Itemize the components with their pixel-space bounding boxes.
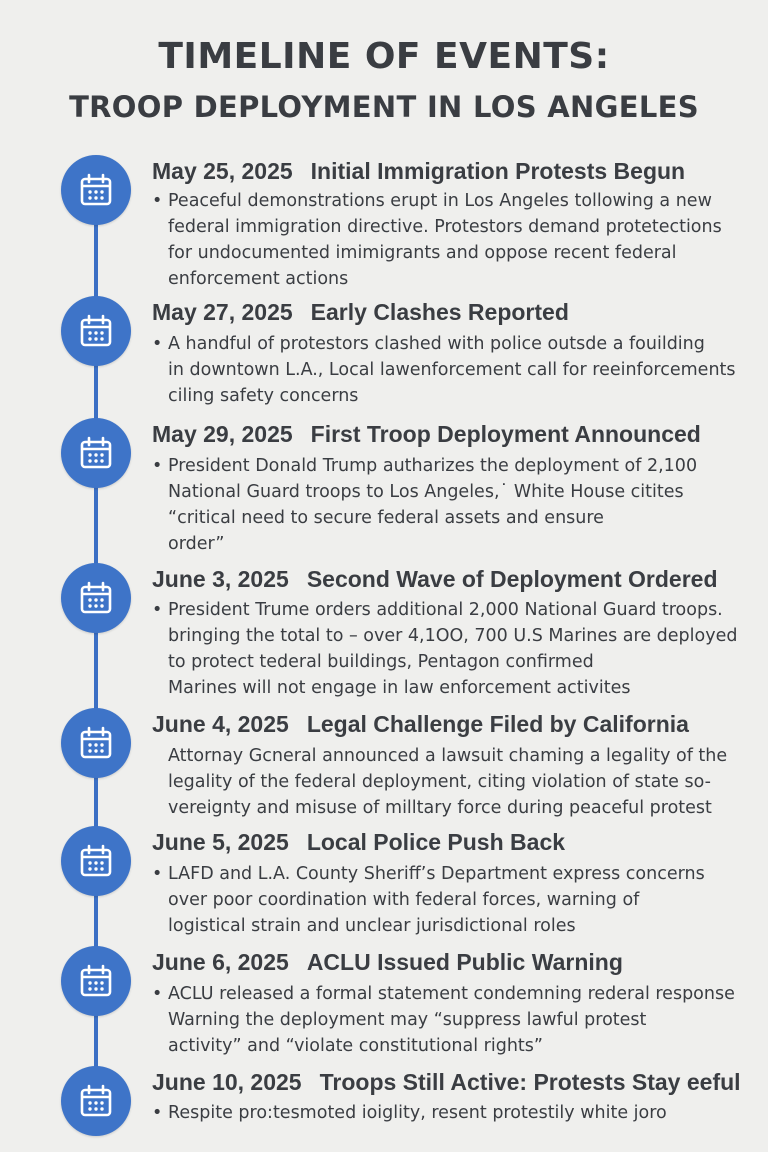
event-date: June 6, 2025	[152, 949, 289, 975]
page-subtitle: TROOP DEPLOYMENT IN LOS ANGELES	[69, 90, 699, 124]
event-description-line	[152, 981, 752, 1007]
timeline-marker	[61, 946, 131, 1016]
event-date: May 29, 2025	[152, 421, 293, 447]
bullet-icon: •	[152, 864, 163, 884]
event-description-text: A handful of protestors clashed with police outsde a fouilding	[168, 334, 705, 354]
event-description-text: President Trume orders additional 2,000 National Guard troops.	[168, 600, 723, 620]
event-description-text: ciling safety concerns	[168, 386, 359, 406]
event-description	[152, 188, 752, 292]
event-description-text: Attornay Gcneral announced a lawsuit chaming a legality of the	[168, 746, 728, 766]
event-title: Local Police Push Back	[306, 829, 566, 855]
bullet-icon: •	[152, 1103, 163, 1123]
event-description	[152, 1100, 752, 1126]
event-description-text: Respite pro:tesmoted ioiglity, resent protestily white joro	[168, 1103, 667, 1123]
event-heading	[152, 421, 752, 448]
timeline-marker	[61, 296, 131, 366]
event-date: June 3, 2025	[152, 566, 289, 592]
event-description-line	[152, 331, 752, 357]
event-description-text: bringing the total to – over 4,1OO, 700 U.S Marines are deployed	[168, 626, 738, 646]
timeline-marker	[61, 1066, 131, 1136]
event-date: June 5, 2025	[152, 829, 289, 855]
event-description-text: Marines will not engage in law enforcement activites	[168, 678, 631, 698]
event-date: June 10, 2025	[152, 1069, 302, 1095]
event-description-line	[152, 913, 752, 939]
event-description-line	[152, 795, 752, 821]
event-title: Troops Still Active: Protests Stay eeful	[319, 1069, 741, 1095]
event-description-text: Warning the deployment may “suppress lawful protest	[168, 1010, 647, 1030]
event-description	[152, 331, 752, 409]
event-description	[152, 861, 752, 939]
event-description-text: federal immigration directive. Protestors demand protetections	[168, 217, 722, 237]
event-description-text: enforcement actions	[168, 269, 349, 289]
event-description-text: for undocumented imimigrants and oppose recent federal	[168, 243, 677, 263]
event-date: June 4, 2025	[152, 711, 289, 737]
event-description	[152, 743, 752, 821]
timeline-marker	[61, 826, 131, 896]
event-description-line	[152, 769, 752, 795]
event-description	[152, 597, 752, 701]
event-description-line	[152, 861, 752, 887]
event-description-text: LAFD and L.A. County Sheriff’s Department express concerns	[168, 864, 705, 884]
event-description-line	[152, 1007, 752, 1033]
event-date: May 25, 2025	[152, 158, 293, 184]
event-description-line	[152, 357, 752, 383]
event-heading	[152, 299, 752, 326]
event-description-line	[152, 214, 752, 240]
event-description-text: to protect tederal buildings, Pentagon confirmed	[168, 652, 594, 672]
event-heading	[152, 1069, 752, 1096]
bullet-icon: •	[152, 191, 163, 211]
event-description-line	[152, 1033, 752, 1059]
event-description-text: activity” and “violate constitutional rights”	[168, 1036, 543, 1056]
timeline-marker	[61, 708, 131, 778]
event-title: ACLU Issued Public Warning	[306, 949, 623, 975]
event-description-text: logistical strain and unclear jurisdictional roles	[168, 916, 576, 936]
page-title: TIMELINE OF EVENTS:	[158, 36, 610, 77]
event-description-text: over poor coordination with federal forces, warning of	[168, 890, 640, 910]
event-description-text: ACLU released a formal statement condemning rederal response	[168, 984, 735, 1004]
event-heading	[152, 566, 752, 593]
event-date: May 27, 2025	[152, 299, 293, 325]
event-description-line	[152, 887, 752, 913]
bullet-icon: •	[152, 984, 163, 1004]
event-description-text: National Guard troops to Los Angeles,˙ White House citites	[168, 482, 684, 502]
event-description	[152, 453, 752, 557]
event-description-line	[152, 383, 752, 409]
event-description-line	[152, 743, 752, 769]
event-heading	[152, 158, 752, 185]
event-title: Second Wave of Deployment Ordered	[306, 566, 718, 592]
bullet-icon: •	[152, 334, 163, 354]
event-description-text: vereignty and misuse of milltary force during peaceful protest	[168, 798, 712, 818]
timeline-marker	[61, 418, 131, 488]
event-description-line	[152, 188, 752, 214]
event-description-line	[152, 479, 752, 505]
event-heading	[152, 711, 752, 738]
event-title: First Troop Deployment Announced	[310, 421, 701, 447]
event-description-line	[152, 1100, 752, 1126]
event-description-text: in downtown L.A., Local lawenforcement call for reeinforcements	[168, 360, 736, 380]
bullet-icon: •	[152, 456, 163, 476]
event-description-text: “critical need to secure federal assets and ensure	[168, 508, 604, 528]
event-description	[152, 981, 752, 1059]
timeline-marker	[61, 563, 131, 633]
event-description-line	[152, 675, 752, 701]
event-description-line	[152, 266, 752, 292]
event-title: Legal Challenge Filed by California	[306, 711, 689, 737]
event-description-line	[152, 623, 752, 649]
event-title: Early Clashes Reported	[310, 299, 569, 325]
event-heading	[152, 949, 752, 976]
event-description-line	[152, 597, 752, 623]
event-title: Initial Immigration Protests Begun	[310, 158, 686, 184]
event-description-line	[152, 453, 752, 479]
timeline-marker	[61, 155, 131, 225]
event-heading	[152, 829, 752, 856]
event-description-text: order”	[168, 534, 225, 554]
event-description-text: President Donald Trump autharizes the deployment of 2,100	[168, 456, 698, 476]
event-description-line	[152, 505, 752, 531]
bullet-icon: •	[152, 600, 163, 620]
event-description-line	[152, 531, 752, 557]
event-description-text: legality of the federal deployment, citing violation of state so-	[168, 772, 711, 792]
event-description-line	[152, 649, 752, 675]
event-description-line	[152, 240, 752, 266]
event-description-text: Peaceful demonstrations erupt in Los Angeles tollowing a new	[168, 191, 712, 211]
